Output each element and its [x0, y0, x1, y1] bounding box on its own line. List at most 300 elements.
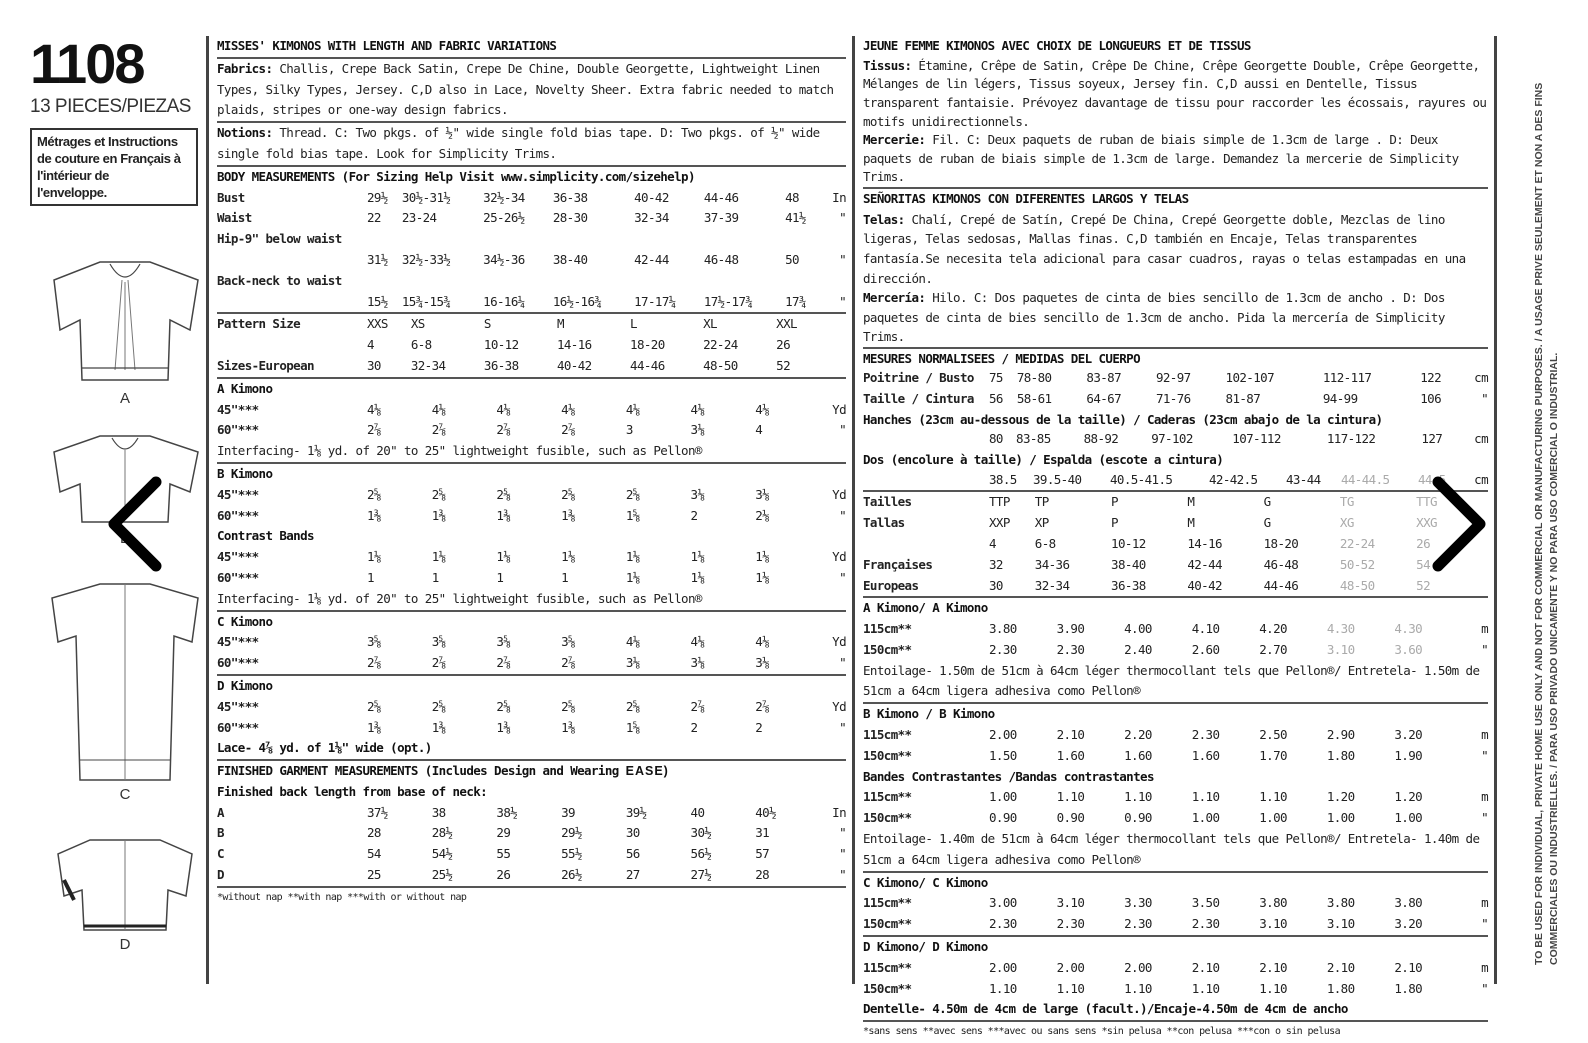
table-cell: 2 — [690, 507, 698, 523]
table-cell — [634, 229, 704, 250]
table-row — [217, 292, 846, 313]
table-cell: 3⅛ — [625, 655, 640, 671]
table-cell: 43-44 — [1285, 471, 1321, 487]
table-row — [863, 808, 1488, 829]
table-cell: 1.00 — [1259, 810, 1287, 826]
table-cell: 2.70 — [1259, 641, 1287, 657]
table-cell: 1⅝ — [625, 719, 640, 735]
table-cell: 6-8 — [1034, 535, 1056, 551]
table-row — [217, 485, 846, 506]
en-body-section — [217, 167, 846, 315]
table-cell: 2⅞ — [690, 698, 705, 714]
row-label — [217, 292, 367, 313]
en-notions-text: Thread. C: Two pkgs. of ½" wide single fold bias tape. D: Two pkgs. of ½" wide single fold bias tape. Look for Simplicity Trims. — [217, 125, 820, 161]
vertical-disclaimer-strip — [1512, 30, 1582, 970]
row-label: 150cm** — [863, 641, 912, 657]
table-cell: 4⅛ — [367, 401, 381, 417]
table-cell: 32½-33½ — [401, 251, 451, 267]
table-cell: 48 — [785, 189, 799, 205]
table-cell: 3.50 — [1191, 895, 1220, 911]
table-cell: 83-85 — [1016, 431, 1051, 447]
table-cell: 3⅝ — [496, 634, 511, 650]
row-label: 115cm** — [863, 727, 912, 743]
fr-c-title: C Kimono/ C Kimono — [863, 874, 988, 890]
table-row — [217, 229, 846, 250]
en-b-table — [217, 485, 846, 527]
row-unit: " — [839, 507, 846, 523]
table-cell: 2.30 — [1056, 916, 1085, 932]
table-cell: 27½ — [690, 867, 712, 883]
table-cell: 39.5-40 — [1032, 471, 1082, 487]
table-row — [863, 534, 1488, 555]
table-cell: 1⅜ — [561, 507, 575, 523]
table-cell: 2.20 — [1124, 727, 1152, 743]
table-cell: 1 — [367, 569, 374, 585]
french-box-line: de couture en Français à — [37, 151, 181, 166]
row-label — [217, 335, 367, 356]
table-cell: 4⅛ — [755, 401, 770, 417]
table-cell: 1.00 — [1191, 810, 1220, 826]
row-label: 45"*** — [217, 486, 259, 502]
fr-telas-section — [863, 210, 1488, 288]
table-cell: XS — [410, 316, 425, 332]
table-cell: 1.20 — [1394, 789, 1423, 805]
table-cell: 4.30 — [1326, 621, 1355, 637]
row-unit: m — [1481, 895, 1488, 911]
row-label: Françaises — [863, 556, 933, 572]
table-cell: 31 — [755, 825, 770, 841]
table-cell: 2.30 — [1191, 727, 1220, 743]
table-row — [217, 632, 846, 653]
row-unit: " — [839, 846, 846, 862]
table-cell: 3.80 — [1259, 895, 1287, 911]
table-cell: 30 — [989, 577, 1003, 593]
view-c-illustration — [50, 580, 200, 786]
table-row — [863, 576, 1488, 597]
table-cell: 1.10 — [1191, 789, 1220, 805]
table-cell: 1.00 — [1326, 810, 1355, 826]
table-cell: 78-80 — [1016, 370, 1052, 386]
table-cell: XXG — [1416, 515, 1437, 531]
table-cell: 2⅝ — [431, 698, 446, 714]
table-cell: 3.90 — [1056, 621, 1085, 637]
french-spanish-column — [852, 36, 1497, 1038]
table-cell: TTG — [1416, 494, 1437, 510]
row-unit: Yd — [832, 401, 846, 417]
table-cell: 1.20 — [1326, 789, 1355, 805]
table-cell: 38.5 — [989, 471, 1017, 487]
table-cell: 1 — [561, 569, 569, 585]
table-row — [217, 314, 846, 335]
fr-b-bandes-table — [863, 787, 1488, 829]
table-cell: 102-107 — [1225, 370, 1274, 386]
table-cell: 4⅛ — [690, 401, 705, 417]
table-cell: 2.00 — [989, 727, 1017, 743]
table-cell: 26 — [776, 337, 790, 353]
table-cell: XP — [1034, 515, 1049, 531]
table-cell: 50-52 — [1339, 556, 1375, 572]
en-finished-table — [217, 803, 846, 886]
table-row — [217, 568, 846, 589]
table-cell: 18-20 — [630, 337, 665, 353]
table-cell: 44-44.5 — [1340, 471, 1390, 487]
chevron-left-icon — [104, 474, 164, 574]
table-cell — [704, 271, 785, 292]
table-cell: 37½ — [367, 804, 388, 820]
en-footer: *without nap **with nap ***with or without nap — [217, 891, 467, 903]
table-cell: 4⅛ — [690, 634, 705, 650]
table-cell: 34-36 — [1034, 556, 1070, 572]
row-label — [863, 470, 989, 491]
table-cell: 1.90 — [1394, 747, 1423, 763]
table-cell: 4⅛ — [625, 401, 640, 417]
table-cell: 34½-36 — [483, 251, 525, 267]
fr-mercerie-text: Fil. C: Deux paquets de ruban de biais simple de 1.3cm de large . D: Deux paquets de ruban de biais simple de 1.3cm de large. Demandez la mercerie de Simplicity Trims. — [863, 132, 1459, 185]
table-cell: 3.10 — [1259, 916, 1287, 932]
table-cell: 46-48 — [703, 251, 739, 267]
table-row — [863, 746, 1488, 767]
table-cell: 2.10 — [1191, 959, 1220, 975]
table-cell: 25½ — [431, 867, 453, 883]
table-cell: 39½ — [625, 804, 647, 820]
table-cell: 117-122 — [1326, 431, 1376, 447]
table-cell: 4 — [755, 422, 763, 438]
row-unit — [820, 314, 846, 335]
table-row — [863, 640, 1488, 661]
table-cell: 17½-17¾ — [703, 293, 753, 309]
row-label: B — [217, 825, 224, 841]
table-cell: 32-34 — [1034, 577, 1070, 593]
table-cell: 3⅛ — [755, 486, 770, 502]
row-label — [217, 250, 367, 271]
row-unit: " — [839, 825, 846, 841]
table-cell: 1⅜ — [367, 507, 381, 523]
table-cell: 32½-34 — [483, 189, 525, 205]
table-cell: 2⅝ — [367, 486, 381, 502]
en-b-contrast: Contrast Bands — [217, 528, 314, 544]
table-cell: 52 — [776, 357, 790, 373]
table-cell: 2⅝ — [496, 486, 511, 502]
table-cell: 127 — [1421, 431, 1443, 447]
table-cell: 26 — [496, 867, 511, 883]
french-box-line: l'intérieur de — [37, 168, 109, 183]
table-cell: 29½ — [561, 825, 582, 841]
table-row — [217, 420, 846, 441]
row-unit: cm — [1474, 431, 1488, 447]
row-unit: " — [1481, 810, 1488, 826]
table-cell: XXL — [776, 316, 797, 332]
en-c-section — [217, 612, 846, 676]
table-cell: 56 — [625, 846, 640, 862]
chevron-right-icon — [1430, 474, 1490, 574]
row-label: 60"*** — [217, 719, 259, 735]
row-unit: m — [1481, 959, 1488, 975]
en-b-section — [217, 464, 846, 612]
table-cell: 3⅛ — [690, 655, 705, 671]
fr-mercerie-label: Mercerie: — [863, 132, 926, 148]
table-cell: 1.10 — [1259, 789, 1287, 805]
table-cell: 46-48 — [1263, 556, 1299, 572]
table-cell: 1.00 — [989, 789, 1017, 805]
fr-merceria-text: Hilo. C: Dos paquetes de cinta de bies sencillo de 1.3cm de ancho . D: Dos paquetes de cinta de bies sencillo de 1.3cm de ancho. Pida la mercería de Simplicity Trims. — [863, 290, 1445, 345]
english-column — [206, 36, 846, 984]
table-cell: 2⅞ — [431, 422, 446, 438]
row-label: Taille / Cintura — [863, 391, 974, 407]
table-cell: 4.20 — [1259, 621, 1287, 637]
en-a-title: A Kimono — [217, 380, 273, 396]
table-cell: 25 — [367, 867, 381, 883]
table-cell: 106 — [1420, 391, 1442, 407]
fr-dos-table — [863, 470, 1488, 491]
table-cell: 2⅞ — [755, 698, 770, 714]
en-finished-ease: EASE) — [625, 764, 669, 779]
table-cell: 3⅝ — [561, 634, 575, 650]
table-cell: 38½ — [496, 804, 518, 820]
row-label — [863, 534, 989, 555]
table-row — [217, 547, 846, 568]
en-finished-title-line — [217, 761, 846, 782]
table-cell — [483, 271, 553, 292]
row-unit: In — [832, 189, 846, 205]
row-label: 115cm** — [863, 959, 912, 975]
table-cell: TP — [1034, 494, 1049, 510]
table-cell: 40 — [690, 804, 705, 820]
row-label: 45"*** — [217, 401, 259, 417]
table-cell: 1⅛ — [367, 549, 381, 565]
table-cell: 4.10 — [1191, 621, 1220, 637]
table-cell: 44-46 — [1263, 577, 1299, 593]
table-cell: 122 — [1420, 370, 1442, 386]
table-cell: 3.00 — [989, 895, 1017, 911]
row-label: Back-neck to waist — [217, 272, 342, 288]
table-cell: XG — [1339, 515, 1354, 531]
table-cell: 2.30 — [989, 641, 1017, 657]
table-cell: 83-87 — [1086, 370, 1122, 386]
previous-image-button[interactable] — [104, 474, 164, 574]
table-cell: 3⅛ — [690, 422, 705, 438]
view-c — [50, 580, 200, 803]
table-cell: 2⅞ — [561, 422, 575, 438]
table-cell: 30 — [367, 357, 381, 373]
fr-tailles-table — [863, 492, 1488, 596]
view-a — [50, 250, 200, 407]
fr-a-title: A Kimono/ A Kimono — [863, 600, 988, 616]
row-unit: " — [839, 422, 846, 438]
table-cell: 14-16 — [556, 337, 592, 353]
en-notions-label: Notions: — [217, 125, 273, 141]
table-cell: 3⅝ — [367, 634, 381, 650]
table-cell: M — [1187, 515, 1195, 531]
table-cell: 1.10 — [1056, 980, 1085, 996]
en-a-section — [217, 379, 846, 464]
en-b-contrast-table — [217, 547, 846, 589]
fr-b-section — [863, 704, 1488, 872]
table-cell: 2⅞ — [367, 655, 381, 671]
next-image-button[interactable] — [1430, 474, 1490, 574]
table-row — [217, 803, 846, 824]
table-cell: 64-67 — [1086, 391, 1122, 407]
row-unit: " — [839, 251, 846, 267]
table-cell: 18-20 — [1263, 535, 1299, 551]
table-cell: S — [483, 316, 491, 332]
table-cell: 94-99 — [1322, 391, 1358, 407]
table-cell: 1⅜ — [496, 507, 511, 523]
row-label: Tallas — [863, 515, 905, 531]
row-unit: m — [1481, 789, 1488, 805]
table-cell: 1⅛ — [755, 549, 770, 565]
table-cell: 2⅞ — [367, 422, 381, 438]
row-label: Pattern Size — [217, 316, 301, 332]
table-cell: 2⅝ — [561, 698, 575, 714]
table-cell: P — [1111, 494, 1118, 510]
table-cell: 3.60 — [1394, 641, 1423, 657]
table-cell: P — [1111, 515, 1118, 531]
row-unit: " — [839, 569, 846, 585]
table-cell — [402, 271, 483, 292]
row-label: 150cm** — [863, 747, 912, 763]
table-cell: 92-97 — [1155, 370, 1191, 386]
row-label: 45"*** — [217, 634, 259, 650]
table-row — [217, 188, 846, 209]
pattern-number: 1108 — [30, 32, 144, 95]
row-label: 45"*** — [217, 549, 259, 565]
table-cell: 29 — [496, 825, 511, 841]
row-unit: Yd — [832, 634, 846, 650]
table-cell: 3.80 — [1326, 895, 1355, 911]
table-cell: 1.10 — [989, 980, 1017, 996]
table-cell: L — [630, 316, 637, 332]
table-cell: 97-102 — [1151, 431, 1193, 447]
table-cell: 40-42 — [1187, 577, 1222, 593]
table-cell: 1⅛ — [625, 569, 640, 585]
fr-d-title: D Kimono/ D Kimono — [863, 939, 988, 955]
table-cell: 48-50 — [1339, 577, 1375, 593]
table-cell: 1.10 — [1259, 980, 1287, 996]
table-cell: 0.90 — [1056, 810, 1085, 826]
table-cell: 2⅞ — [431, 655, 446, 671]
row-unit — [820, 271, 846, 292]
row-label: 150cm** — [863, 810, 912, 826]
table-cell: 2.10 — [1394, 959, 1423, 975]
fr-title: JEUNE FEMME KIMONOS AVEC CHOIX DE LONGUEURS ET DE TISSUS — [863, 38, 1251, 53]
table-cell: 44.5 — [1417, 471, 1446, 487]
table-cell: 1.10 — [1124, 789, 1152, 805]
table-cell: 2.00 — [1124, 959, 1152, 975]
table-cell: G — [1263, 494, 1271, 510]
table-cell: 4⅛ — [561, 401, 575, 417]
fr-d-dentelle: Dentelle- 4.50m de 4cm de large (facult.)/Encaje-4.50m de 4cm de ancho — [863, 1001, 1348, 1017]
table-cell: 22-24 — [703, 337, 738, 353]
table-cell: 42-44 — [1187, 556, 1222, 572]
fr-a-section — [863, 598, 1488, 704]
table-cell: 2.60 — [1191, 641, 1220, 657]
fr-tissus-section — [863, 57, 1488, 131]
fr-c-table — [863, 893, 1488, 935]
en-finished-title: FINISHED GARMENT MEASUREMENTS (Includes Design and Wearing — [217, 763, 619, 779]
view-label-d: D — [119, 936, 131, 953]
table-cell: 107-112 — [1232, 431, 1281, 447]
table-cell: 56 — [989, 391, 1003, 407]
table-row — [863, 619, 1488, 640]
row-unit — [820, 335, 846, 356]
table-row — [217, 208, 846, 229]
table-cell: 38-40 — [1111, 556, 1146, 572]
table-row — [217, 844, 846, 865]
table-cell: 4.30 — [1394, 621, 1423, 637]
row-unit — [820, 356, 846, 377]
table-cell: G — [1263, 515, 1271, 531]
row-label: Sizes-European — [217, 357, 314, 373]
table-cell: 2.00 — [1056, 959, 1085, 975]
table-cell: 16-16¼ — [483, 293, 525, 309]
fr-es-title-section — [863, 189, 1488, 210]
table-cell: 75 — [989, 370, 1003, 386]
en-a-interfacing: Interfacing- 1⅛ yd. of 20" to 25" lightweight fusible, such as Pellon® — [217, 443, 702, 459]
french-instructions-box — [30, 128, 198, 206]
table-cell: 2⅝ — [625, 486, 640, 502]
row-unit: Yd — [832, 698, 846, 714]
view-d — [50, 836, 200, 953]
table-cell: 3.20 — [1394, 727, 1423, 743]
fr-a-entoilage: Entoilage- 1.50m de 51cm à 64cm léger thermocollant tels que Pellon®/ Entretela- 1.50m de 51cm a 64cm ligera adhesiva como Pellon® — [863, 662, 1480, 699]
row-unit: " — [1481, 641, 1488, 657]
en-fabrics-label: Fabrics: — [217, 60, 273, 76]
table-cell: 3.80 — [989, 621, 1017, 637]
table-cell: 1⅛ — [690, 549, 705, 565]
table-cell: 1.10 — [1124, 980, 1152, 996]
table-row — [863, 725, 1488, 746]
table-cell: 1.00 — [1394, 810, 1423, 826]
table-cell: 6-8 — [410, 337, 432, 353]
row-unit: In — [832, 804, 846, 820]
table-cell: 1.60 — [1191, 747, 1220, 763]
table-cell: 4⅛ — [625, 634, 640, 650]
table-cell: 2.40 — [1124, 641, 1152, 657]
table-cell: 1⅜ — [367, 719, 381, 735]
table-cell: 54½ — [431, 846, 453, 862]
fr-title-section — [863, 36, 1488, 57]
fr-hanches-label: Hanches (23cm au-dessous de la taille) / Caderas (23cm abajo de la cintura) — [863, 411, 1383, 427]
row-unit: " — [839, 655, 846, 671]
table-cell: 22 — [367, 210, 381, 226]
table-cell: 58-61 — [1016, 391, 1052, 407]
en-d-title: D Kimono — [217, 677, 273, 693]
table-cell: 112-117 — [1322, 370, 1372, 386]
row-label: 115cm** — [863, 789, 912, 805]
table-cell: 57 — [755, 846, 770, 862]
table-cell: 36-38 — [552, 189, 588, 205]
table-row — [217, 718, 846, 739]
view-a-illustration — [50, 250, 200, 390]
table-cell: 1.80 — [1326, 747, 1355, 763]
table-cell: 1.10 — [1191, 980, 1220, 996]
table-cell: 36-38 — [1111, 577, 1146, 593]
table-cell: 2.30 — [1124, 916, 1152, 932]
table-cell: TG — [1339, 494, 1354, 510]
table-cell: 28 — [755, 867, 770, 883]
row-unit: Yd — [832, 486, 846, 502]
table-cell: 1⅛ — [625, 549, 640, 565]
table-cell: 3⅝ — [431, 634, 446, 650]
table-cell: 29½ — [367, 189, 388, 205]
table-row — [217, 335, 846, 356]
table-cell: 37-39 — [703, 210, 739, 226]
table-cell: 28-30 — [552, 210, 588, 226]
fr-tissus-text: Étamine, Crêpe de Satin, Crêpe De Chine, Crêpe Georgette Double, Crêpe Georgette, Mélanges de lin légers, Tissus soyeux, Jersey fin. C,D aussi en Dentelle, Tissus transparent fantaisie. Prévoyez davantage de tissu pour raccorder les écossais, rayures ou motifs unidirectionnels. — [863, 57, 1487, 129]
table-cell: 0.90 — [989, 810, 1017, 826]
table-row — [863, 958, 1488, 979]
table-cell: 32 — [989, 556, 1003, 572]
